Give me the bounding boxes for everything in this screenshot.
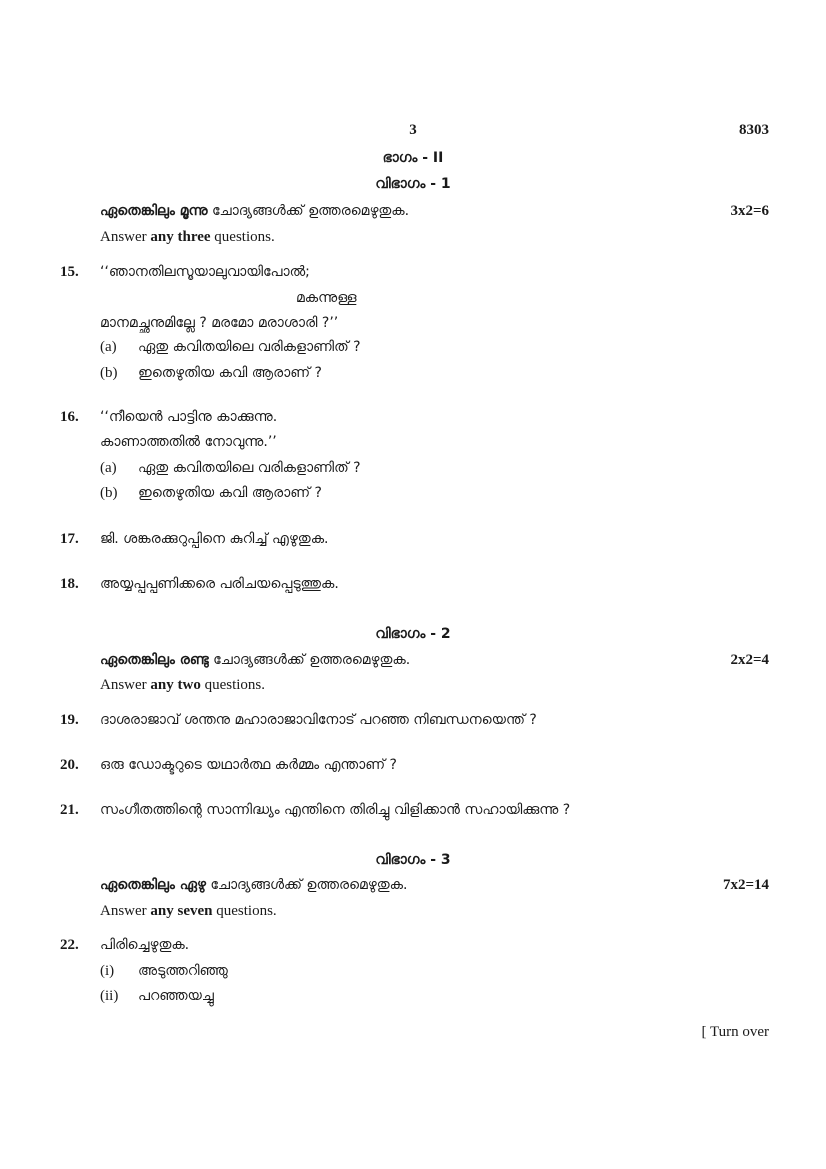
question-15-line-3: മാനമച്ഛനുമില്ലേ ? മരമോ മരാശാരി ?’’	[100, 315, 339, 331]
section-1-marks: 3x2=6	[730, 203, 769, 219]
question-16-number: 16.	[60, 409, 79, 425]
question-15-a-label: (a)	[100, 339, 117, 355]
question-16-a-text: ഏതു കവിതയിലെ വരികളാണിത് ?	[138, 460, 361, 476]
question-20-number: 20.	[60, 757, 79, 773]
question-16-a-label: (a)	[100, 460, 117, 476]
question-17-number: 17.	[60, 531, 79, 547]
question-22-number: 22.	[60, 937, 79, 953]
en-instr-post: questions.	[200, 677, 265, 693]
question-22-ii-text: പറഞ്ഞയച്ചു	[138, 988, 214, 1004]
section-1-title: വിഭാഗം - 1	[375, 176, 451, 192]
question-16-line-2: കാണാത്തതിൽ നോവുന്നു.’’	[100, 434, 277, 450]
section-3-instruction	[100, 877, 407, 893]
question-22-ii-label: (ii)	[100, 988, 119, 1004]
question-19-number: 19.	[60, 712, 79, 728]
en-instr-post: questions.	[210, 229, 275, 245]
question-17-text: ജി. ശങ്കരക്കുറുപ്പിനെ കുറിച്ച് എഴുതുക.	[100, 531, 329, 547]
question-16-line-1: ‘‘നീയെൻ പാട്ടിനു കാക്കുന്നു.	[100, 409, 278, 425]
section-1-english-instruction	[100, 229, 275, 246]
question-15-b-label: (b)	[100, 365, 118, 381]
section-2-title: വിഭാഗം - 2	[375, 626, 451, 642]
section-2-english-instruction	[100, 677, 265, 694]
section-1-instruction-rest: ചോദ്യങ്ങൾക്ക് ഉത്തരമെഴുതുക.	[207, 203, 410, 219]
en-instr-post: questions.	[212, 903, 277, 919]
section-3-instruction-rest: ചോദ്യങ്ങൾക്ക് ഉത്തരമെഴുതുക.	[205, 877, 408, 893]
question-22-text: പിരിച്ചെഴുതുക.	[100, 937, 190, 953]
question-16-b-text: ഇതെഴുതിയ കവി ആരാണ് ?	[138, 485, 322, 501]
section-1-instruction-bold: ഏതെങ്കിലും മൂന്നു	[100, 203, 208, 219]
paper-code: 8303	[739, 122, 769, 138]
question-15-line-2: മകന്നുള്ള	[296, 290, 357, 306]
en-instr-bold: any three	[150, 229, 211, 245]
section-3-instruction-bold: ഏതെങ്കിലും ഏഴു	[100, 877, 206, 893]
question-21-text: സംഗീതത്തിന്റെ സാന്നിദ്ധ്യം എന്തിനെ തിരിച്ചു വിളിക്കാൻ സഹായിക്കുന്നു ?	[100, 802, 571, 818]
part-title: ഭാഗം - II	[382, 150, 444, 166]
question-16-b-label: (b)	[100, 485, 118, 501]
section-3-title: വിഭാഗം - 3	[375, 852, 451, 868]
page-number: 3	[409, 122, 417, 138]
section-2-instruction	[100, 652, 410, 668]
turn-over-note: [ Turn over	[701, 1024, 769, 1040]
section-3-marks: 7x2=14	[722, 877, 769, 893]
question-18-text: അയ്യപ്പപ്പണിക്കരെ പരിചയപ്പെടുത്തുക.	[100, 576, 339, 592]
question-22-i-label: (i)	[100, 963, 115, 979]
section-2-instruction-bold: ഏതെങ്കിലും രണ്ടു	[100, 652, 209, 668]
question-15-b-text: ഇതെഴുതിയ കവി ആരാണ് ?	[138, 365, 322, 381]
en-instr-bold: any seven	[150, 903, 213, 919]
question-19-text: ദാശരാജാവ് ശന്തനു മഹാരാജാവിനോട് പറഞ്ഞ നിബന്ധനയെന്ത് ?	[100, 712, 537, 728]
en-instr-pre: Answer	[100, 903, 151, 919]
en-instr-bold: any two	[150, 677, 201, 693]
question-15-a-text: ഏതു കവിതയിലെ വരികളാണിത് ?	[138, 339, 361, 355]
question-15-number: 15.	[60, 264, 79, 280]
section-1-instruction	[100, 203, 409, 219]
en-instr-pre: Answer	[100, 229, 151, 245]
question-22-i-text: അടുത്തറിഞ്ഞു	[138, 963, 228, 979]
section-2-instruction-rest: ചോദ്യങ്ങൾക്ക് ഉത്തരമെഴുതുക.	[208, 652, 411, 668]
section-2-marks: 2x2=4	[730, 652, 769, 668]
en-instr-pre: Answer	[100, 677, 151, 693]
question-20-text: ഒരു ഡോക്ടറുടെ യഥാർത്ഥ കർമ്മം എന്താണ് ?	[100, 757, 397, 773]
question-18-number: 18.	[60, 576, 79, 592]
section-3-english-instruction	[100, 903, 277, 920]
question-21-number: 21.	[60, 802, 79, 818]
question-15-line-1: ‘‘ഞാനതിലസൂയാലുവായിപോൽ;	[100, 264, 310, 280]
